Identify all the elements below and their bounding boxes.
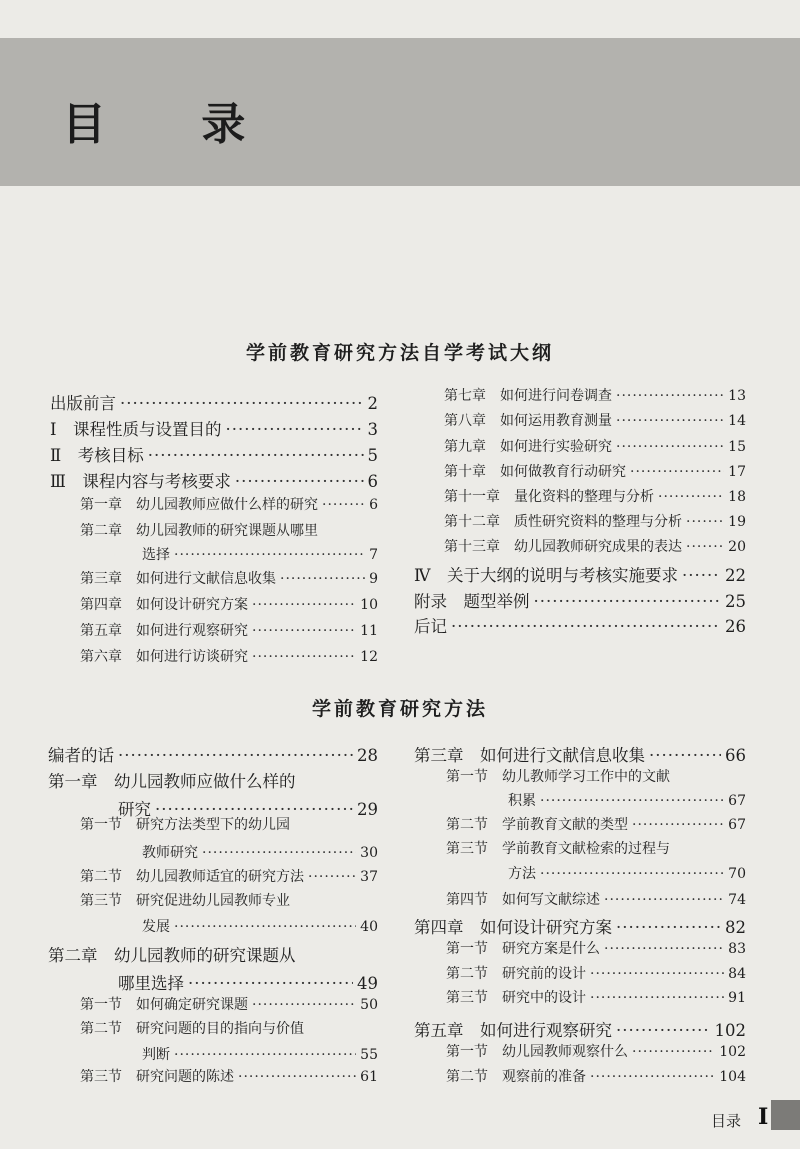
toc-entry[interactable] (446, 838, 746, 858)
toc-page-number: 49 (357, 974, 378, 993)
toc-page-number: 3 (367, 420, 378, 439)
toc-page-number: 84 (728, 966, 746, 982)
toc-entry-title: 第十一章 量化资料的整理与分析 (444, 489, 654, 505)
toc-leader-dots (604, 892, 724, 908)
toc-entry[interactable] (444, 486, 746, 506)
toc-entry[interactable] (414, 588, 746, 612)
toc-entry-title: 第九章 如何进行实验研究 (444, 439, 612, 455)
toc-entry[interactable] (446, 987, 746, 1007)
toc-entry[interactable] (80, 568, 378, 588)
toc-entry-title: 第四章 如何设计研究方案 (414, 918, 612, 937)
toc-page-number: 28 (357, 746, 378, 765)
toc-leader-dots (616, 918, 721, 937)
toc-page-number: 67 (728, 793, 746, 809)
toc-entry-title: 第一章 幼儿园教师应做什么样的 (48, 772, 296, 791)
toc-entry[interactable] (80, 866, 378, 886)
toc-entry[interactable] (444, 436, 746, 456)
toc-leader-dots (174, 1047, 356, 1063)
toc-entry[interactable] (118, 970, 378, 994)
toc-entry[interactable] (142, 1044, 378, 1064)
toc-entry-title: 方法 (508, 866, 536, 882)
toc-leader-dots (686, 514, 724, 530)
toc-leader-dots (188, 974, 353, 993)
toc-entry[interactable] (50, 416, 378, 440)
toc-page-number: 26 (725, 617, 746, 636)
toc-entry[interactable] (80, 594, 378, 614)
toc-page-number: 50 (360, 997, 378, 1013)
toc-entry[interactable] (48, 742, 378, 766)
toc-page-number: 74 (728, 892, 746, 908)
toc-leader-dots (682, 566, 721, 585)
toc-page-number: 19 (728, 514, 746, 530)
toc-entry[interactable] (80, 646, 378, 666)
toc-entry[interactable] (508, 863, 746, 883)
toc-page-number: 9 (369, 571, 378, 587)
footer-bar (771, 1100, 800, 1130)
toc-entry-title: Ⅳ 关于大纲的说明与考核实施要求 (414, 566, 678, 585)
toc-page-number: 18 (728, 489, 746, 505)
toc-entry-title: 第三节 学前教育文献检索的过程与 (446, 841, 670, 857)
toc-entry-title: 第二章 幼儿园教师的研究课题从哪里 (80, 523, 318, 539)
toc-entry[interactable] (50, 468, 378, 492)
toc-entry[interactable] (48, 768, 378, 792)
toc-entry-title: 第七章 如何进行问卷调查 (444, 388, 612, 404)
toc-page-number: 67 (728, 817, 746, 833)
toc-page-number: 13 (728, 388, 746, 404)
toc-leader-dots (658, 489, 724, 505)
toc-leader-dots (630, 464, 724, 480)
toc-page-number: 40 (360, 919, 378, 935)
toc-entry-title: 第三节 研究中的设计 (446, 990, 586, 1006)
toc-page-number: 15 (728, 439, 746, 455)
footer-page-numeral: I (758, 1104, 769, 1130)
toc-entry-title: 附录 题型举例 (414, 592, 530, 611)
toc-page-number: 17 (728, 464, 746, 480)
toc-leader-dots (540, 793, 724, 809)
toc-entry-title: 第一节 研究方案是什么 (446, 941, 600, 957)
toc-page-number: 102 (719, 1044, 746, 1060)
toc-entry-title: 第二节 研究前的设计 (446, 966, 586, 982)
toc-page-number: 2 (367, 394, 378, 413)
toc-entry-title: 第三章 如何进行文献信息收集 (414, 746, 645, 765)
toc-entry-title: 第六章 如何进行访谈研究 (80, 649, 248, 665)
toc-leader-dots (590, 990, 724, 1006)
toc-leader-dots (252, 623, 356, 639)
toc-leader-dots (632, 1044, 715, 1060)
toc-page-number: 82 (725, 918, 746, 937)
toc-entry[interactable] (50, 390, 378, 414)
toc-entry[interactable] (48, 942, 378, 966)
toc-entry[interactable] (142, 842, 378, 862)
toc-entry[interactable] (508, 790, 746, 810)
toc-page-number: 91 (728, 990, 746, 1006)
toc-entry-title: 第一节 如何确定研究课题 (80, 997, 248, 1013)
toc-entry-title: 第四章 如何设计研究方案 (80, 597, 248, 613)
toc-entry[interactable] (80, 814, 378, 834)
toc-entry[interactable] (414, 613, 746, 637)
toc-entry-title: 第二节 观察前的准备 (446, 1069, 586, 1085)
toc-page-number: 70 (728, 866, 746, 882)
toc-entry[interactable] (142, 544, 378, 564)
toc-leader-dots (322, 497, 365, 513)
toc-leader-dots (118, 746, 353, 765)
toc-entry-title: 第三节 研究问题的陈述 (80, 1069, 234, 1085)
toc-entry-title: 第二节 学前教育文献的类型 (446, 817, 628, 833)
toc-entry-title: 第一节 幼儿园教师观察什么 (446, 1044, 628, 1060)
toc-entry-title: 第三章 如何进行文献信息收集 (80, 571, 276, 587)
toc-entry-title: 编者的话 (48, 746, 114, 765)
toc-entry[interactable] (446, 1041, 746, 1061)
toc-entry-title: 选择 (142, 547, 170, 563)
toc-leader-dots (308, 869, 356, 885)
toc-entry[interactable] (414, 742, 746, 766)
toc-page-number: 37 (360, 869, 378, 885)
toc-entry[interactable] (80, 1018, 378, 1038)
book-title: 学前教育研究方法 (311, 698, 488, 720)
toc-leader-dots (252, 649, 356, 665)
toc-leader-dots (238, 1069, 356, 1085)
toc-leader-dots (604, 941, 724, 957)
toc-leader-dots (590, 966, 724, 982)
toc-entry-title: 教师研究 (142, 845, 198, 861)
toc-page-number: 61 (360, 1069, 378, 1085)
toc-page-number: 66 (725, 746, 746, 765)
toc-entry[interactable] (444, 536, 746, 556)
toc-entry[interactable] (80, 1066, 378, 1086)
toc-entry-title: 第三节 研究促进幼儿园教师专业 (80, 893, 290, 909)
toc-entry-title: Ⅰ 课程性质与设置目的 (50, 420, 222, 439)
toc-entry-title: Ⅲ 课程内容与考核要求 (50, 472, 231, 491)
syllabus-title: 学前教育研究方法自学考试大纲 (245, 342, 554, 364)
toc-leader-dots (174, 547, 365, 563)
toc-entry-title: 出版前言 (50, 394, 116, 413)
toc-leader-dots (534, 592, 722, 611)
toc-page-number: 30 (360, 845, 378, 861)
toc-entry-title: 第八章 如何运用教育测量 (444, 413, 612, 429)
page-title: 目 录 (62, 99, 286, 150)
toc-page-number: 14 (728, 413, 746, 429)
toc-entry[interactable] (446, 963, 746, 983)
toc-entry-title: 第二节 幼儿园教师适宜的研究方法 (80, 869, 304, 885)
footer-label: 目录 (711, 1112, 742, 1130)
toc-entry-title: 第一节 幼儿教师学习工作中的文献 (446, 769, 670, 785)
toc-page-number: 83 (728, 941, 746, 957)
toc-leader-dots (202, 845, 356, 861)
toc-entry[interactable] (444, 511, 746, 531)
toc-leader-dots (616, 439, 724, 455)
toc-entry-title: 判断 (142, 1047, 170, 1063)
toc-entry[interactable] (50, 442, 378, 466)
toc-entry[interactable] (142, 916, 378, 936)
toc-page-number: 12 (360, 649, 378, 665)
toc-leader-dots (649, 746, 721, 765)
toc-entry[interactable] (444, 385, 746, 405)
toc-entry-title: 第十二章 质性研究资料的整理与分析 (444, 514, 682, 530)
toc-entry-title: 第二节 研究问题的目的指向与价值 (80, 1021, 304, 1037)
toc-entry[interactable] (414, 1017, 746, 1041)
toc-page-number: 22 (725, 566, 746, 585)
toc-entry-title: 积累 (508, 793, 536, 809)
toc-entry-title: 第一节 研究方法类型下的幼儿园 (80, 817, 290, 833)
toc-page-number: 29 (357, 800, 378, 819)
toc-page-number: 102 (714, 1021, 746, 1040)
toc-page-number: 104 (719, 1069, 746, 1085)
toc-entry[interactable] (80, 994, 378, 1014)
toc-entry[interactable] (80, 520, 378, 540)
toc-leader-dots (616, 1021, 711, 1040)
toc-page-number: 25 (725, 592, 746, 611)
toc-leader-dots (616, 413, 724, 429)
toc-leader-dots (616, 388, 724, 404)
toc-leader-dots (590, 1069, 715, 1085)
toc-entry[interactable] (446, 938, 746, 958)
toc-page-number: 55 (360, 1047, 378, 1063)
toc-entry[interactable] (446, 1066, 746, 1086)
toc-leader-dots (632, 817, 724, 833)
toc-entry[interactable] (414, 562, 746, 586)
toc-entry-title: 研究 (118, 800, 151, 819)
toc-entry-title: 哪里选择 (118, 974, 184, 993)
toc-leader-dots (235, 472, 364, 491)
toc-leader-dots (252, 997, 356, 1013)
toc-entry[interactable] (80, 890, 378, 910)
toc-entry-title: Ⅱ 考核目标 (50, 446, 144, 465)
toc-entry[interactable] (444, 410, 746, 430)
toc-entry-title: 第一章 幼儿园教师应做什么样的研究 (80, 497, 318, 513)
toc-leader-dots (174, 919, 356, 935)
toc-entry[interactable] (444, 461, 746, 481)
toc-leader-dots (540, 866, 724, 882)
toc-leader-dots (148, 446, 364, 465)
toc-leader-dots (451, 617, 721, 636)
toc-entry-title: 发展 (142, 919, 170, 935)
toc-entry-title: 第十三章 幼儿园教师研究成果的表达 (444, 539, 682, 555)
toc-page-number: 7 (369, 547, 378, 563)
toc-entry-title: 第十章 如何做教育行动研究 (444, 464, 626, 480)
toc-page-number: 10 (360, 597, 378, 613)
toc-entry[interactable] (446, 766, 746, 786)
toc-leader-dots (120, 394, 364, 413)
toc-leader-dots (226, 420, 364, 439)
toc-entry-title: 第二章 幼儿园教师的研究课题从 (48, 946, 296, 965)
toc-entry-title: 后记 (414, 617, 447, 636)
toc-entry[interactable] (446, 889, 746, 909)
toc-entry[interactable] (80, 494, 378, 514)
toc-page-number: 5 (367, 446, 378, 465)
toc-leader-dots (280, 571, 365, 587)
toc-entry[interactable] (446, 814, 746, 834)
toc-page-number: 11 (360, 623, 378, 639)
toc-entry[interactable] (414, 914, 746, 938)
toc-entry-title: 第五章 如何进行观察研究 (80, 623, 248, 639)
toc-entry-title: 第四节 如何写文献综述 (446, 892, 600, 908)
toc-entry-title: 第五章 如何进行观察研究 (414, 1021, 612, 1040)
toc-entry[interactable] (80, 620, 378, 640)
toc-page-number: 6 (367, 472, 378, 491)
toc-page-number: 20 (728, 539, 746, 555)
toc-leader-dots (252, 597, 356, 613)
toc-leader-dots (686, 539, 724, 555)
toc-page-number: 6 (369, 497, 378, 513)
